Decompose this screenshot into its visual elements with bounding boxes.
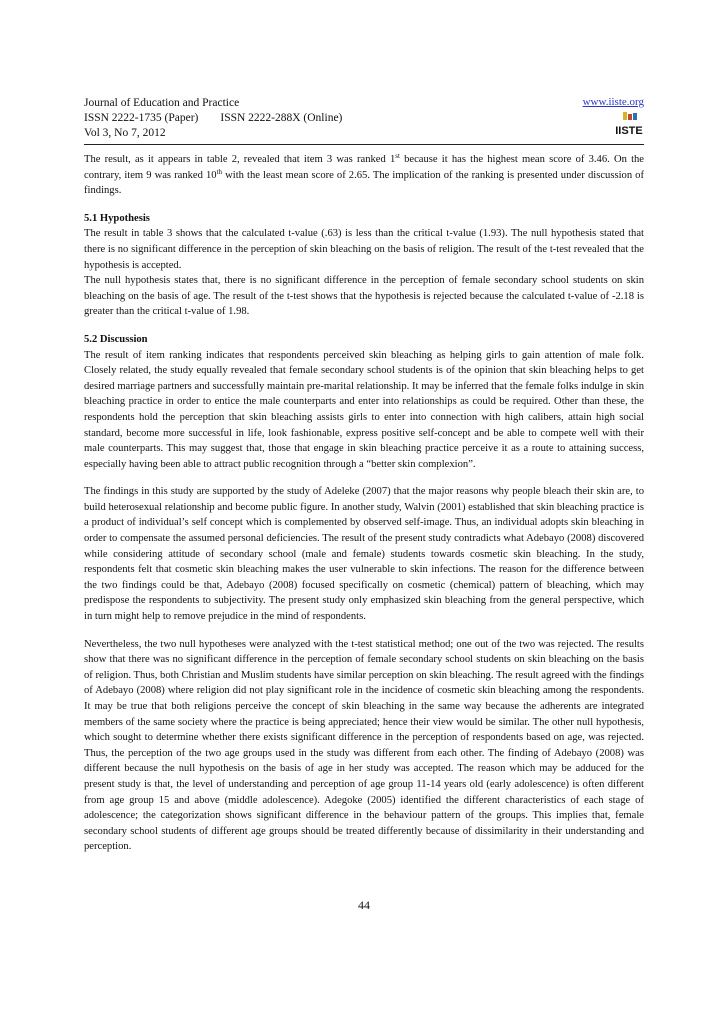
intro-paragraph xyxy=(84,152,644,199)
page-number: 44 xyxy=(358,898,370,912)
hypothesis-paragraph-1: The result in table 3 shows that the calculated t-value (.63) is less than the critical t-value (1.93). The null hypothesis stated that there is no significant difference in the perception of skin bleaching on the basis of religion. The result of the t-test revealed that the hypothesis is accepted. xyxy=(84,228,644,271)
discussion-paragraph-3: Nevertheless, the two null hypotheses were analyzed with the t-test statistical method; one out of the two was rejected. The results show that there was no significant difference in the perception of female secondary school students on skin bleaching on the basis of religion. Thus, both Christian and Muslim students have similar perception on skin bleaching. The result agreed with the findings of Adebayo (2008) where religion did not play significant role in the incidence of cosmetic skin bleaching among the respondents. It may be true that both religions perceive the concept of skin bleaching in the same way because the adherents are integrated members of the same society where the practice is being appreciated; hence their view would be similar. The other null hypothesis, which sought to determine whether there exists significant difference in the perception of respondents based on age, was rejected. Thus, the perception of the two age groups used in the study was different from each other. The finding of Adebayo (2008) was different because the null hypothesis on the basis of age in her study was accepted. The reason which may be adduced for the present study is that, the level of understanding and perception of age group 11-14 years old (early adolescence) is often different from age group 15 and above (middle adolescence). Adegoke (2005) identified the different characteristics of each stage of adolescence; the categorization shows significant difference in the behaviour pattern of the groups. This implies that, female secondary school students of different age groups should be treated differently because of dissimilarity in their understanding and perception. xyxy=(84,638,644,853)
issn-paper: ISSN 2222-1735 (Paper) xyxy=(84,112,199,124)
issn-online: ISSN 2222-288X (Online) xyxy=(220,112,343,124)
discussion-paragraph-2: The findings in this study are supported by the study of Adeleke (2007) that the major reasons why people bleach their skin are, to build heterosexual relationship and become public figure. In another study, Walvin (2001) established that skin bleaching practice is a product of individual’s self concept which is complemented by observed self-image. Thus, an individual adopts skin bleaching in order to compensate the assumed personal deficiencies. The result of the present study contradicts what Adebayo (2008) discovered while considering attitude of secondary school (male and female) students towards cosmetic skin bleaching. In the study, respondents felt that cosmetic skin bleaching makes the user vulnerable to skin infections. The reason for the difference between the two findings could be that, Adebayo (2008) focused specifically on cosmetic (chemical) pattern of bleaching, which may predispose the respondents to subjectivity. The present study only emphasized skin bleaching from the general perspective, which in turn might help to remove prejudice in the mind of respondents. xyxy=(84,486,644,623)
iiste-logo-icon xyxy=(614,112,644,136)
intro-sup-2: th xyxy=(216,167,223,176)
journal-website-link[interactable]: www.iiste.org xyxy=(582,96,644,108)
intro-text-2: because it has the highest mean score of 3.46. On the contrary, item 9 was ranked 10 xyxy=(84,154,645,181)
article-body xyxy=(84,152,644,867)
hypothesis-paragraph-2: The null hypothesis states that, there is no significant difference in the perception of female secondary school students on skin bleaching on the basis of age. The result of the t-test shows that the hypothesis is rejected because the calculated t-value of -2.18 is greater than the critical t-value of 1.98. xyxy=(84,275,644,318)
section-heading-hypothesis: 5.1 Hypothesis xyxy=(84,212,150,224)
issn-line xyxy=(84,111,644,126)
intro-text-3: with the least mean score of 2.65. The implication of the ranking is presented under discussion of findings. xyxy=(84,169,645,197)
logo-text: IISTE xyxy=(615,125,643,136)
header-divider xyxy=(84,144,644,145)
page-header xyxy=(84,96,644,144)
discussion-paragraph-1: The result of item ranking indicates that respondents perceived skin bleaching as helping girls to gain attention of male folk. Closely related, the study equally revealed that female secondary school students is of the opinion that skin bleaching helps to get desired marriage partners and successfully maintain pre-marital relationship. It may be inferred that the female folks indulge in skin bleaching practice in order to entice the male counterparts and enter into relationships as could be required. Other than these, the respondents hold the perception that skin bleaching assists girls to enter into connection with high calibers, attain high social standard, become more successful in life, look fashionable, express positive self-concept and be able to compete well with their male counterparts. This may suggest that, those that engage in skin bleaching practice perceive it as a route to attaining success, especially having been able to attract public recognition through a “better skin complexion”. xyxy=(84,349,644,470)
section-heading-discussion: 5.2 Discussion xyxy=(84,333,148,345)
volume-line: Vol 3, No 7, 2012 xyxy=(84,127,166,139)
journal-title: Journal of Education and Practice xyxy=(84,97,240,109)
intro-sup-1: st xyxy=(395,152,400,160)
intro-text-1: The result, as it appears in table 2, revealed that item 3 was ranked 1 xyxy=(84,154,396,165)
